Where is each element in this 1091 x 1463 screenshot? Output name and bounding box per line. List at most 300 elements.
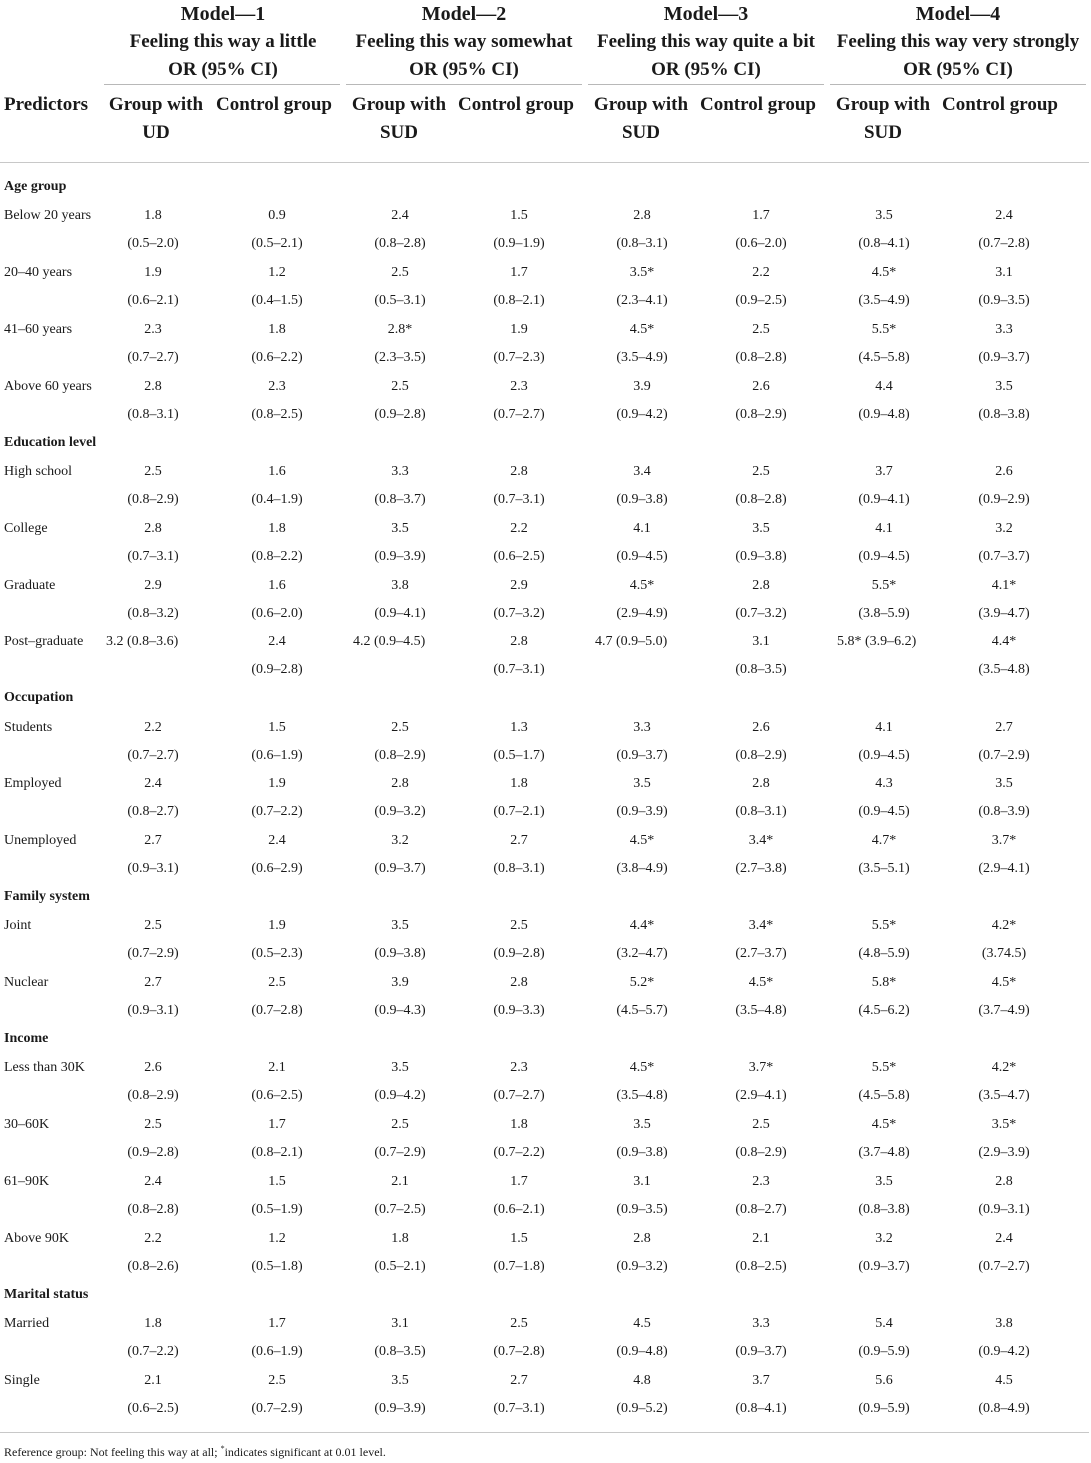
confidence-interval-value: (0.5–3.1)	[374, 293, 426, 308]
odds-ratio-value: 2.8	[510, 975, 528, 990]
row-label: 20–40 years	[4, 265, 73, 280]
confidence-interval-value: (0.4–1.9)	[251, 492, 303, 507]
row-label: Less than 30K	[4, 1060, 85, 1075]
confidence-interval-value: (3.5–4.9)	[616, 350, 668, 365]
row-label: Post–graduate	[4, 634, 84, 649]
odds-ratio-value: 3.5*	[991, 1117, 1017, 1132]
confidence-interval-value: (3.5–4.8)	[978, 662, 1030, 677]
section-heading: Income	[4, 1031, 49, 1046]
model-description: Feeling this way somewhat	[355, 31, 573, 52]
confidence-interval-value: (0.8–2.8)	[735, 350, 787, 365]
footnote-text: Reference group: Not feeling this way at all;	[4, 1445, 221, 1459]
model-4-header	[830, 0, 1086, 84]
odds-ratio-value: 2.1	[268, 1060, 286, 1075]
confidence-interval-value: (3.5–4.8)	[735, 1003, 787, 1018]
odds-ratio-value: 2.8	[752, 578, 770, 593]
row-label: Above 90K	[4, 1231, 69, 1246]
model-ci-label: OR (95% CI)	[903, 59, 1013, 80]
confidence-interval-value: (0.9–2.9)	[978, 492, 1030, 507]
confidence-interval-value: (0.8–3.5)	[374, 1344, 426, 1359]
confidence-interval-value: (0.9–4.5)	[858, 804, 910, 819]
odds-ratio-value: 2.1	[752, 1231, 770, 1246]
odds-ratio-value: 4.4*	[991, 634, 1017, 649]
odds-ratio-value: 3.2 (0.8–3.6)	[106, 634, 179, 649]
confidence-interval-value: (0.9–3.1)	[127, 861, 179, 876]
confidence-interval-value: (0.8–2.1)	[493, 293, 545, 308]
odds-ratio-value: 2.5	[752, 1117, 770, 1132]
odds-ratio-value: 2.8	[391, 776, 409, 791]
row-label: 30–60K	[4, 1117, 50, 1132]
confidence-interval-value: (0.8–2.8)	[127, 1202, 179, 1217]
odds-ratio-value: 1.7	[268, 1316, 286, 1331]
odds-ratio-value: 1.2	[268, 265, 286, 280]
odds-ratio-value: 3.7*	[991, 833, 1017, 848]
confidence-interval-value: (0.6–2.5)	[493, 549, 545, 564]
confidence-interval-value: (3.5–5.1)	[858, 861, 910, 876]
odds-ratio-value: 1.5	[268, 1174, 286, 1189]
odds-ratio-value: 5.6	[875, 1373, 893, 1388]
odds-ratio-value: 3.5	[391, 1373, 409, 1388]
confidence-interval-value: (0.7–3.1)	[493, 1401, 545, 1416]
footnote-text: indicates significant at 0.01 level.	[224, 1445, 386, 1459]
confidence-interval-value: (0.9–3.8)	[374, 946, 426, 961]
model-3-header	[588, 0, 824, 84]
odds-ratio-value: 1.3	[510, 720, 528, 735]
odds-ratio-value: 2.1	[391, 1174, 409, 1189]
confidence-interval-value: (0.9–2.8)	[493, 946, 545, 961]
confidence-interval-value: (0.5–2.1)	[374, 1259, 426, 1274]
confidence-interval-value: (0.7–3.1)	[127, 549, 179, 564]
footnote-mark: *	[220, 1444, 225, 1453]
odds-ratio-value: 2.8	[510, 464, 528, 479]
confidence-interval-value: (0.9–4.3)	[374, 1003, 426, 1018]
odds-ratio-value: 3.5	[633, 1117, 651, 1132]
odds-ratio-value: 3.2	[391, 833, 409, 848]
odds-ratio-value: 2.8	[144, 379, 162, 394]
odds-ratio-value: 3.5	[752, 521, 770, 536]
odds-ratio-value: 4.5*	[991, 975, 1017, 990]
odds-ratio-value: 5.8* (3.9–6.2)	[837, 634, 917, 649]
odds-ratio-value: 5.8*	[871, 975, 897, 990]
confidence-interval-value: (0.6–2.9)	[251, 861, 303, 876]
confidence-interval-value: (2.9–4.1)	[978, 861, 1030, 876]
row-label: Below 20 years	[4, 208, 92, 223]
group-ud-header	[105, 91, 207, 147]
confidence-interval-value: (2.3–4.1)	[616, 293, 668, 308]
confidence-interval-value: (0.7–2.1)	[493, 804, 545, 819]
odds-ratio-value: 4.2*	[991, 1060, 1017, 1075]
section-heading: Age group	[4, 179, 67, 194]
odds-ratio-value: 4.2*	[991, 918, 1017, 933]
model-2-header	[346, 0, 582, 84]
confidence-interval-value: (0.9–4.1)	[374, 606, 426, 621]
odds-ratio-value: 1.5	[510, 1231, 528, 1246]
odds-ratio-value: 3.8	[995, 1316, 1013, 1331]
odds-ratio-value: 4.5*	[629, 322, 655, 337]
confidence-interval-value: (0.9–2.8)	[374, 407, 426, 422]
confidence-interval-value: (0.8–2.8)	[735, 492, 787, 507]
odds-ratio-value: 5.5*	[871, 578, 897, 593]
confidence-interval-value: (0.9–3.2)	[374, 804, 426, 819]
odds-ratio-value: 2.5	[144, 1117, 162, 1132]
odds-ratio-value: 2.1	[144, 1373, 162, 1388]
table-footnote	[4, 1441, 386, 1460]
odds-ratio-value: 4.1*	[991, 578, 1017, 593]
confidence-interval-value: (0.7–2.7)	[127, 350, 179, 365]
odds-ratio-value: 3.5	[391, 918, 409, 933]
confidence-interval-value: (0.8–3.2)	[127, 606, 179, 621]
confidence-interval-value: (0.9–3.1)	[978, 1202, 1030, 1217]
odds-ratio-value: 3.3	[752, 1316, 770, 1331]
confidence-interval-value: (0.8–3.8)	[858, 1202, 910, 1217]
confidence-interval-value: (0.8–3.5)	[735, 662, 787, 677]
odds-ratio-value: 4.5	[633, 1316, 651, 1331]
odds-ratio-value: 4.5	[995, 1373, 1013, 1388]
row-label: Unemployed	[4, 833, 77, 848]
confidence-interval-value: (0.9–4.2)	[374, 1088, 426, 1103]
odds-ratio-value: 2.7	[510, 1373, 528, 1388]
confidence-interval-value: (0.7–2.8)	[978, 236, 1030, 251]
confidence-interval-value: (0.8–3.8)	[978, 407, 1030, 422]
confidence-interval-value: (0.9–4.1)	[858, 492, 910, 507]
confidence-interval-value: (0.6–2.0)	[251, 606, 303, 621]
confidence-interval-value: (0.9–3.9)	[374, 549, 426, 564]
confidence-interval-value: (0.8–2.7)	[735, 1202, 787, 1217]
model-description: Feeling this way quite a bit	[597, 31, 815, 52]
confidence-interval-value: (0.7–2.7)	[978, 1259, 1030, 1274]
odds-ratio-value: 1.2	[268, 1231, 286, 1246]
confidence-interval-value: (0.8–2.9)	[374, 748, 426, 763]
odds-ratio-value: 2.5	[391, 720, 409, 735]
confidence-interval-value: (0.9–4.5)	[616, 549, 668, 564]
confidence-interval-value: (0.8–3.1)	[735, 804, 787, 819]
odds-ratio-value: 3.7	[752, 1373, 770, 1388]
odds-ratio-value: 1.5	[268, 720, 286, 735]
odds-ratio-value: 2.7	[144, 975, 162, 990]
odds-ratio-value: 3.3	[633, 720, 651, 735]
confidence-interval-value: (2.9–4.1)	[735, 1088, 787, 1103]
odds-ratio-value: 2.5	[510, 918, 528, 933]
odds-ratio-value: 4.7 (0.9–5.0)	[595, 634, 668, 649]
footer-divider	[0, 1432, 1089, 1433]
confidence-interval-value: (0.7–2.7)	[127, 748, 179, 763]
odds-ratio-value: 2.4	[995, 208, 1013, 223]
odds-ratio-value: 1.9	[144, 265, 162, 280]
confidence-interval-value: (0.6–1.9)	[251, 748, 303, 763]
odds-ratio-value: 1.7	[268, 1117, 286, 1132]
odds-ratio-value: 2.5	[391, 265, 409, 280]
odds-ratio-value: 2.5	[752, 322, 770, 337]
odds-ratio-value: 1.8	[268, 521, 286, 536]
odds-ratio-value: 2.8	[995, 1174, 1013, 1189]
row-label: Students	[4, 720, 53, 735]
odds-ratio-value: 2.9	[144, 578, 162, 593]
confidence-interval-value: (3.7–4.8)	[858, 1145, 910, 1160]
model-ci-label: OR (95% CI)	[409, 59, 519, 80]
odds-ratio-value: 1.9	[510, 322, 528, 337]
odds-ratio-value: 3.3	[995, 322, 1013, 337]
confidence-interval-value: (3.5–4.9)	[858, 293, 910, 308]
odds-ratio-value: 3.8	[391, 578, 409, 593]
control-header: Control group	[942, 94, 1058, 115]
odds-ratio-value: 3.2	[875, 1231, 893, 1246]
model-title: Model—4	[915, 3, 1001, 25]
odds-ratio-value: 4.7*	[871, 833, 897, 848]
section-heading: Marital status	[4, 1287, 89, 1302]
confidence-interval-value: (0.9–4.5)	[858, 549, 910, 564]
odds-ratio-value: 3.1	[752, 634, 770, 649]
confidence-interval-value: (0.8–2.9)	[735, 407, 787, 422]
confidence-interval-value: (0.8–3.7)	[374, 492, 426, 507]
odds-ratio-value: 2.7	[510, 833, 528, 848]
confidence-interval-value: (3.5–4.8)	[616, 1088, 668, 1103]
odds-ratio-value: 2.8	[752, 776, 770, 791]
odds-ratio-value: 3.5*	[629, 265, 655, 280]
confidence-interval-value: (3.8–4.9)	[616, 861, 668, 876]
odds-ratio-value: 5.5*	[871, 1060, 897, 1075]
group-header-line: Group with	[835, 94, 931, 115]
confidence-interval-value: (2.7–3.7)	[735, 946, 787, 961]
odds-ratio-value: 5.5*	[871, 322, 897, 337]
odds-ratio-value: 2.8	[144, 521, 162, 536]
odds-ratio-value: 3.5	[391, 521, 409, 536]
confidence-interval-value: (0.7–2.9)	[978, 748, 1030, 763]
confidence-interval-value: (0.9–3.7)	[616, 748, 668, 763]
control-header: Control group	[700, 94, 816, 115]
confidence-interval-value: (0.9–3.5)	[616, 1202, 668, 1217]
confidence-interval-value: (0.9–2.8)	[127, 1145, 179, 1160]
confidence-interval-value: (0.9–4.5)	[858, 748, 910, 763]
confidence-interval-value: (0.9–3.3)	[493, 1003, 545, 1018]
odds-ratio-value: 2.4	[144, 776, 162, 791]
row-label: Joint	[4, 918, 32, 933]
odds-ratio-value: 1.5	[510, 208, 528, 223]
model-description: Feeling this way very strongly	[836, 31, 1080, 52]
odds-ratio-value: 3.5	[995, 776, 1013, 791]
model-title: Model—2	[421, 3, 507, 25]
confidence-interval-value: (0.5–1.8)	[251, 1259, 303, 1274]
confidence-interval-value: (2.7–3.8)	[735, 861, 787, 876]
group-header-line: SUD	[379, 122, 418, 143]
confidence-interval-value: (0.7–3.2)	[735, 606, 787, 621]
row-label: Single	[4, 1373, 40, 1388]
row-label: 41–60 years	[4, 322, 73, 337]
group-header-line: UD	[142, 122, 170, 143]
odds-ratio-value: 1.6	[268, 464, 286, 479]
confidence-interval-value: (3.8–5.9)	[858, 606, 910, 621]
odds-ratio-value: 2.8*	[387, 322, 413, 337]
odds-ratio-value: 2.4	[268, 833, 286, 848]
confidence-interval-value: (4.5–5.8)	[858, 350, 910, 365]
confidence-interval-value: (0.8–2.6)	[127, 1259, 179, 1274]
confidence-interval-value: (0.9–4.8)	[858, 407, 910, 422]
odds-ratio-value: 1.8	[510, 1117, 528, 1132]
odds-ratio-value: 4.1	[875, 521, 893, 536]
confidence-interval-value: (0.7–3.1)	[493, 492, 545, 507]
odds-ratio-value: 3.4*	[748, 833, 774, 848]
confidence-interval-value: (0.7–3.1)	[493, 662, 545, 677]
model-title: Model—1	[180, 3, 266, 25]
confidence-interval-value: (0.7–2.3)	[493, 350, 545, 365]
confidence-interval-value: (0.8–2.9)	[735, 748, 787, 763]
model-2-rule	[346, 84, 582, 85]
group-header-line: Group with	[593, 94, 689, 115]
confidence-interval-value: (0.5–2.0)	[127, 236, 179, 251]
odds-ratio-value: 3.5	[875, 1174, 893, 1189]
row-label: Graduate	[4, 578, 56, 593]
confidence-interval-value: (0.9–3.1)	[127, 1003, 179, 1018]
confidence-interval-value: (0.9–4.2)	[616, 407, 668, 422]
confidence-interval-value: (3.7–4.9)	[978, 1003, 1030, 1018]
odds-ratio-value: 3.5	[995, 379, 1013, 394]
odds-ratio-value: 2.8	[633, 208, 651, 223]
confidence-interval-value: (0.8–2.2)	[251, 549, 303, 564]
confidence-interval-value: (0.9–4.8)	[616, 1344, 668, 1359]
confidence-interval-value: (0.7–1.8)	[493, 1259, 545, 1274]
confidence-interval-value: (4.5–6.2)	[858, 1003, 910, 1018]
odds-ratio-value: 3.1	[391, 1316, 409, 1331]
confidence-interval-value: (0.4–1.5)	[251, 293, 303, 308]
odds-ratio-value: 1.7	[510, 1174, 528, 1189]
confidence-interval-value: (0.6–1.9)	[251, 1344, 303, 1359]
confidence-interval-value: (0.7–2.9)	[374, 1145, 426, 1160]
odds-ratio-value: 2.6	[995, 464, 1013, 479]
confidence-interval-value: (0.8–3.1)	[127, 407, 179, 422]
confidence-interval-value: (0.6–2.5)	[251, 1088, 303, 1103]
model-ci-label: OR (95% CI)	[168, 59, 278, 80]
group-header-line: SUD	[863, 122, 902, 143]
odds-ratio-value: 3.2	[995, 521, 1013, 536]
odds-ratio-value: 3.5	[391, 1060, 409, 1075]
confidence-interval-value: (4.5–5.8)	[858, 1088, 910, 1103]
odds-ratio-value: 5.4	[875, 1316, 893, 1331]
confidence-interval-value: (0.7–2.2)	[251, 804, 303, 819]
odds-ratio-value: 3.1	[633, 1174, 651, 1189]
confidence-interval-value: (0.8–2.1)	[251, 1145, 303, 1160]
confidence-interval-value: (0.7–2.7)	[493, 407, 545, 422]
row-label: Married	[4, 1316, 50, 1331]
odds-ratio-value: 4.2 (0.9–4.5)	[353, 634, 426, 649]
group-sud-header	[348, 91, 450, 147]
confidence-interval-value: (0.8–4.1)	[858, 236, 910, 251]
confidence-interval-value: (0.7–2.2)	[493, 1145, 545, 1160]
row-label: High school	[4, 464, 73, 479]
odds-ratio-value: 4.4*	[629, 918, 655, 933]
odds-ratio-value: 3.9	[633, 379, 651, 394]
odds-ratio-value: 2.7	[144, 833, 162, 848]
confidence-interval-value: (0.8–3.9)	[978, 804, 1030, 819]
odds-ratio-value: 2.6	[752, 379, 770, 394]
odds-ratio-value: 4.5*	[629, 578, 655, 593]
confidence-interval-value: (0.8–2.9)	[735, 1145, 787, 1160]
odds-ratio-value: 2.5	[391, 1117, 409, 1132]
group-sud-header	[590, 91, 692, 147]
confidence-interval-value: (0.8–2.8)	[374, 236, 426, 251]
model-1-header	[106, 0, 340, 84]
predictors-header: Predictors	[4, 94, 89, 115]
confidence-interval-value: (0.9–5.2)	[616, 1401, 668, 1416]
control-header: Control group	[216, 94, 332, 115]
row-label: College	[4, 521, 48, 536]
confidence-interval-value: (0.5–2.1)	[251, 236, 303, 251]
odds-ratio-value: 3.5	[875, 208, 893, 223]
odds-ratio-value: 2.2	[510, 521, 528, 536]
odds-ratio-value: 4.8	[633, 1373, 651, 1388]
model-description: Feeling this way a little	[129, 31, 317, 52]
confidence-interval-value: (0.7–2.9)	[251, 1401, 303, 1416]
confidence-interval-value: (0.7–2.9)	[127, 946, 179, 961]
confidence-interval-value: (0.8–4.1)	[735, 1401, 787, 1416]
confidence-interval-value: (0.8–3.1)	[616, 236, 668, 251]
odds-ratio-value: 2.5	[510, 1316, 528, 1331]
header-divider	[0, 162, 1089, 163]
odds-ratio-value: 4.4	[875, 379, 893, 394]
odds-ratio-value: 1.7	[510, 265, 528, 280]
odds-ratio-value: 3.5	[633, 776, 651, 791]
odds-ratio-value: 2.4	[268, 634, 286, 649]
confidence-interval-value: (0.6–2.2)	[251, 350, 303, 365]
confidence-interval-value: (0.8–2.9)	[127, 492, 179, 507]
confidence-interval-value: (0.6–2.0)	[735, 236, 787, 251]
odds-ratio-value: 4.1	[633, 521, 651, 536]
odds-ratio-value: 1.9	[268, 776, 286, 791]
odds-ratio-value: 2.8	[510, 634, 528, 649]
odds-ratio-value: 3.1	[995, 265, 1013, 280]
confidence-interval-value: (0.8–2.7)	[127, 804, 179, 819]
confidence-interval-value: (4.8–5.9)	[858, 946, 910, 961]
row-label: 61–90K	[4, 1174, 50, 1189]
confidence-interval-value: (0.9–3.7)	[858, 1259, 910, 1274]
confidence-interval-value: (0.7–2.2)	[127, 1344, 179, 1359]
confidence-interval-value: (0.9–2.8)	[251, 662, 303, 677]
odds-ratio-value: 2.6	[752, 720, 770, 735]
odds-ratio-value: 3.9	[391, 975, 409, 990]
confidence-interval-value: (0.7–2.5)	[374, 1202, 426, 1217]
confidence-interval-value: (0.9–5.9)	[858, 1344, 910, 1359]
odds-ratio-value: 4.5*	[629, 833, 655, 848]
confidence-interval-value: (0.5–1.9)	[251, 1202, 303, 1217]
section-heading: Education level	[4, 435, 97, 450]
confidence-interval-value: (0.6–2.1)	[493, 1202, 545, 1217]
odds-ratio-value: 2.5	[144, 918, 162, 933]
odds-ratio-value: 3.3	[391, 464, 409, 479]
model-1-rule	[104, 84, 340, 85]
confidence-interval-value: (0.9–3.2)	[616, 1259, 668, 1274]
confidence-interval-value: (0.8–3.1)	[493, 861, 545, 876]
model-4-rule	[830, 84, 1086, 85]
odds-ratio-value: 1.8	[391, 1231, 409, 1246]
odds-ratio-value: 0.9	[268, 208, 286, 223]
odds-ratio-value: 2.3	[752, 1174, 770, 1189]
confidence-interval-value: (0.7–3.7)	[978, 549, 1030, 564]
odds-ratio-value: 1.8	[144, 1316, 162, 1331]
confidence-interval-value: (3.2–4.7)	[616, 946, 668, 961]
confidence-interval-value: (0.7–2.8)	[493, 1344, 545, 1359]
confidence-interval-value: (0.7–2.7)	[493, 1088, 545, 1103]
group-header-line: Group with	[351, 94, 447, 115]
model-ci-label: OR (95% CI)	[651, 59, 761, 80]
confidence-interval-value: (0.8–2.9)	[127, 1088, 179, 1103]
confidence-interval-value: (0.9–3.7)	[374, 861, 426, 876]
confidence-interval-value: (3.74.5)	[981, 946, 1027, 961]
confidence-interval-value: (0.9–3.5)	[978, 293, 1030, 308]
odds-ratio-value: 1.8	[510, 776, 528, 791]
odds-ratio-value: 4.5*	[871, 1117, 897, 1132]
odds-ratio-value: 2.6	[144, 1060, 162, 1075]
confidence-interval-value: (0.9–5.9)	[858, 1401, 910, 1416]
odds-ratio-value: 5.2*	[629, 975, 655, 990]
confidence-interval-value: (0.9–3.7)	[735, 1344, 787, 1359]
